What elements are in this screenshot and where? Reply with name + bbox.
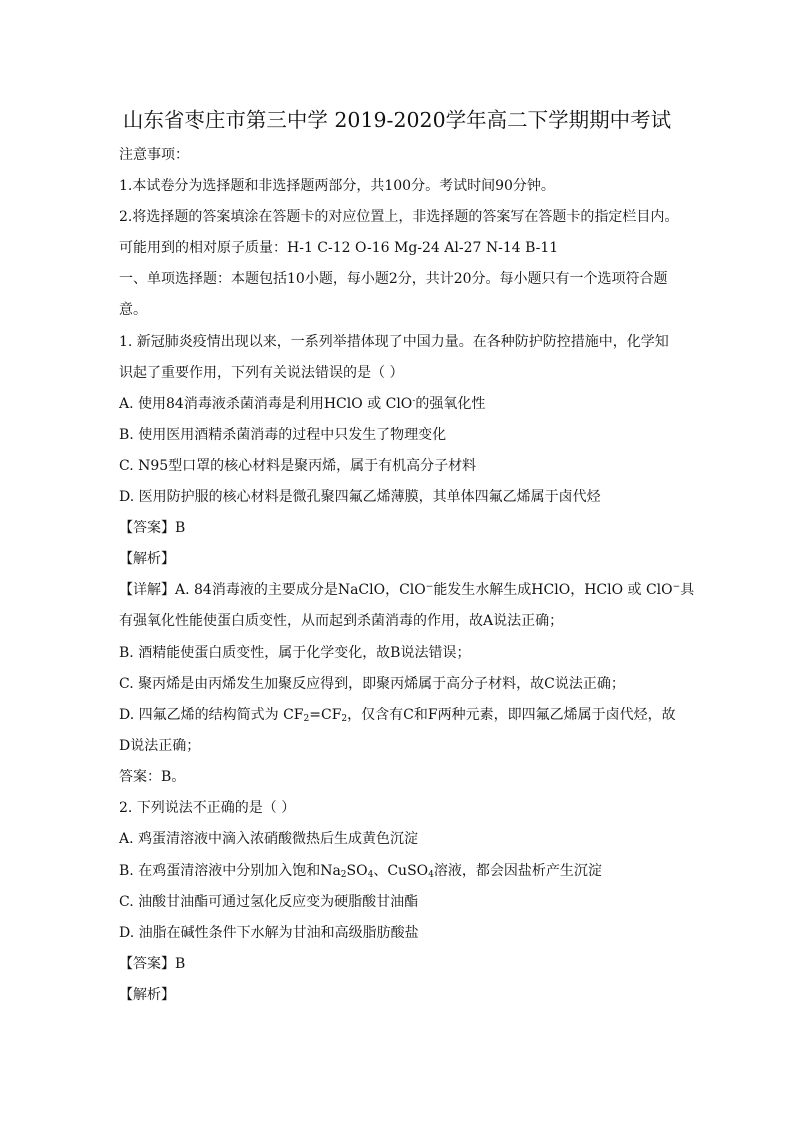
q1-detail-line-4: C. 聚丙烯是由丙烯发生加聚反应得到，即聚丙烯属于高分子材料，故C说法正确； xyxy=(119,676,625,692)
q1-detail-line-1 xyxy=(119,581,694,599)
q1-detail-5-sub-2: 2 xyxy=(341,714,348,724)
q1-detail-sup-2: − xyxy=(672,582,681,592)
q2-option-b-sub: 2 xyxy=(340,870,347,880)
q1-detail-5-text: D. 四氟乙烯的结构简式为 CF xyxy=(119,707,304,723)
section-1-heading-cont: 意。 xyxy=(119,302,147,318)
q2-option-b-text-2: SO xyxy=(346,863,368,879)
notice-item-1: 1.本试卷分为选择题和非选择题两部分，共100分。考试时间90分钟。 xyxy=(119,178,555,194)
document-title: 山东省枣庄市第三中学 2019-2020学年高二下学期期中考试 xyxy=(122,108,672,132)
q1-detail-sup: − xyxy=(425,582,434,592)
q2-option-a: A. 鸡蛋清溶液中滴入浓硝酸微热后生成黄色沉淀 xyxy=(119,831,419,847)
q1-detail-text: 【详解】A. 84消毒液的主要成分是NaClO，ClO xyxy=(119,582,426,598)
q2-analysis-heading: 【解析】 xyxy=(119,987,175,1003)
q1-option-b: B. 使用医用酒精杀菌消毒的过程中只发生了物理变化 xyxy=(119,427,447,443)
atomic-masses: 可能用到的相对原子质量：H-1 C-12 O-16 Mg-24 Al-27 N-14 B-11 xyxy=(119,240,559,256)
q2-stem: 2. 下列说法不正确的是（ ） xyxy=(119,800,296,816)
q1-option-a-sup: - xyxy=(412,396,416,406)
q1-detail-text-3: 具 xyxy=(680,582,695,598)
q2-option-b-text: B. 在鸡蛋清溶液中分别加入饱和Na xyxy=(119,863,341,879)
q2-option-c: C. 油酸甘油酯可通过氢化反应变为硬脂酸甘油酯 xyxy=(119,894,419,910)
q1-detail-line-2: 有强氧化性能使蛋白质变性，从而起到杀菌消毒的作用，故A说法正确； xyxy=(119,613,564,629)
q1-detail-5-sub: 2 xyxy=(303,714,310,724)
q1-analysis-heading: 【解析】 xyxy=(119,551,175,567)
q2-option-b-text-3: 、CuSO xyxy=(373,863,429,879)
notice-heading: 注意事项： xyxy=(119,147,189,163)
q1-final-answer: 答案：B。 xyxy=(119,769,186,785)
q1-detail-text-2: 能发生水解生成HClO，HClO 或 ClO xyxy=(433,582,673,598)
q1-option-d: D. 医用防护服的核心材料是微孔聚四氟乙烯薄膜，其单体四氟乙烯属于卤代烃 xyxy=(119,489,601,505)
q2-option-b-sub-2: 4 xyxy=(367,870,374,880)
q1-option-a-text: A. 使用84消毒液杀菌消毒是利用HClO 或 ClO xyxy=(119,396,413,412)
q1-stem-cont: 识起了重要作用，下列有关说法错误的是（ ） xyxy=(119,365,404,381)
q1-option-a xyxy=(119,395,485,413)
q1-detail-5-text-2: =CF xyxy=(309,707,342,723)
q1-option-c: C. N95型口罩的核心材料是聚丙烯，属于有机高分子材料 xyxy=(119,458,477,474)
q2-answer: 【答案】B xyxy=(119,956,186,972)
q1-detail-line-5 xyxy=(119,706,676,724)
section-1-heading: 一、单项选择题：本题包括10小题，每小题2分，共计20分。每小题只有一个选项符合题 xyxy=(119,271,668,287)
q2-option-b-sub-3: 4 xyxy=(428,870,434,880)
q1-answer: 【答案】B xyxy=(119,520,186,536)
q1-detail-5-text-3: ，仅含有C和F两种元素，即四氟乙烯属于卤代烃，故 xyxy=(347,707,676,723)
q2-option-b xyxy=(119,862,602,880)
notice-item-2: 2.将选择题的答案填涂在答题卡的对应位置上，非选择题的答案写在答题卡的指定栏目内。 xyxy=(119,209,679,225)
q1-option-a-text-end: 的强氧化性 xyxy=(415,396,486,412)
q2-option-d: D. 油脂在碱性条件下水解为甘油和高级脂肪酸盐 xyxy=(119,925,419,941)
q1-detail-line-3: B. 酒精能使蛋白质变性，属于化学变化，故B说法错误； xyxy=(119,645,471,661)
q2-option-b-text-4: 溶液，都会因盐析产生沉淀 xyxy=(433,863,602,879)
q1-stem: 1. 新冠肺炎疫情出现以来，一系列举措体现了中国力量。在各种防护防控措施中，化学知 xyxy=(119,334,669,350)
q1-detail-line-6: D说法正确； xyxy=(119,738,201,754)
